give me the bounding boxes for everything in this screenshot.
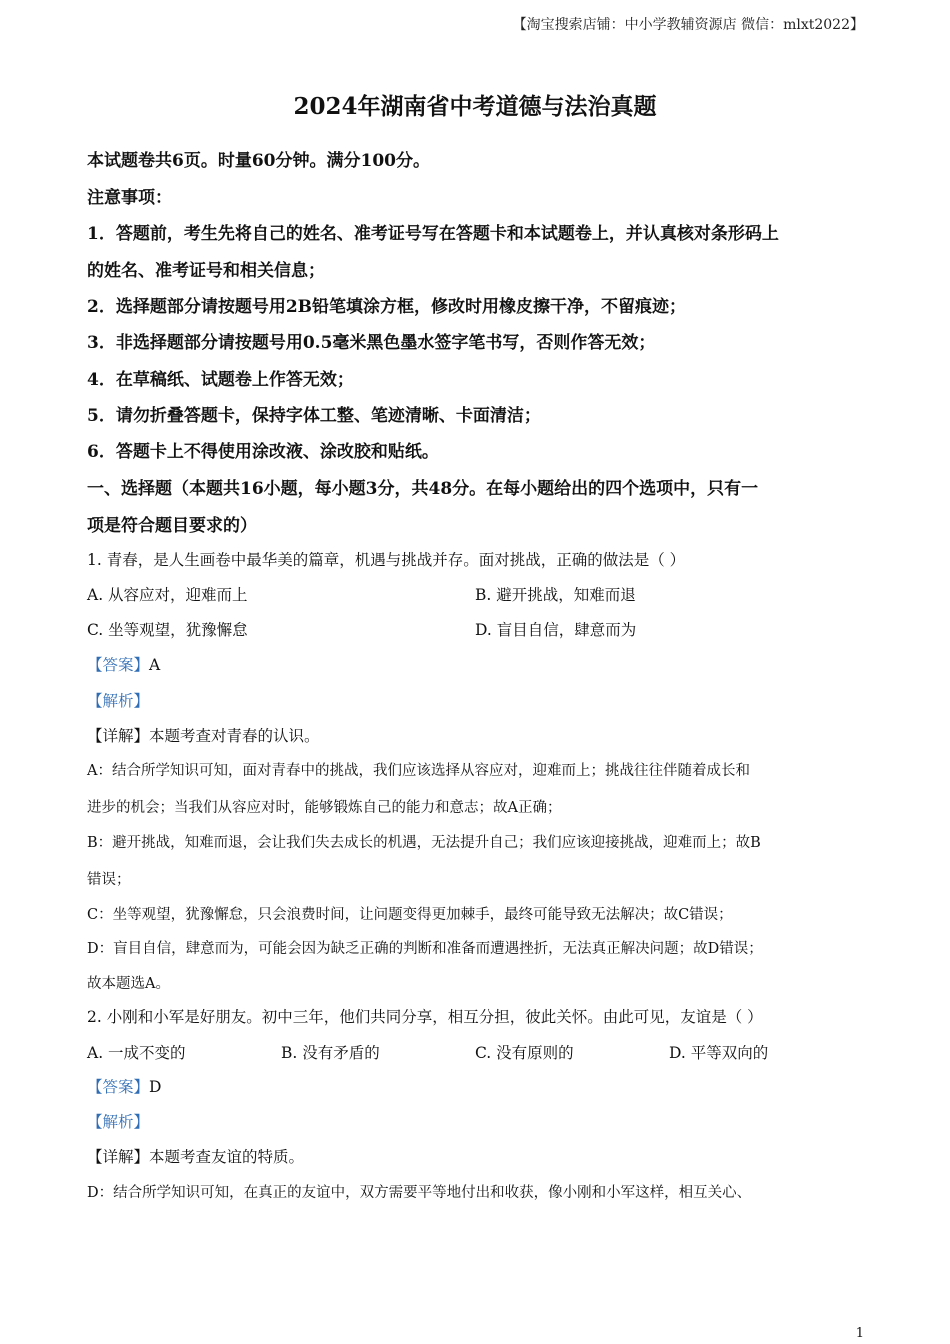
q1-detail bbox=[87, 724, 320, 746]
q2-option-a: A. 一成不变的 bbox=[87, 1044, 186, 1062]
q1-explanation-line: 错误； bbox=[87, 872, 131, 888]
q1-option-c: C. 坐等观望，犹豫懈怠 bbox=[87, 621, 248, 639]
q1-explanation-line: C：坐等观望，犹豫懈怠，只会浪费时间，让问题变得更加棘手，最终可能导致无法解决；故C错误； bbox=[87, 907, 733, 923]
notice-line: 6．答题卡上不得使用涂改液、涂改胶和贴纸。 bbox=[87, 442, 439, 462]
q2-option-d: D. 平等双向的 bbox=[669, 1044, 769, 1062]
notice-line: 4．在草稿纸、试题卷上作答无效； bbox=[87, 370, 354, 390]
q2-option-b: B. 没有矛盾的 bbox=[281, 1044, 380, 1062]
q2-detail bbox=[87, 1145, 304, 1167]
question-1-stem: 1. 青春，是人生画卷中最华美的篇章，机遇与挑战并存。面对挑战，正确的做法是（ ） bbox=[87, 551, 686, 569]
q1-explanation-line: A：结合所学知识可知，面对青春中的挑战，我们应该选择从容应对，迎难而上；挑战往往伴随着成长和 bbox=[87, 763, 750, 779]
section-title: 一、选择题（本题共16小题，每小题3分，共48分。在每小题给出的四个选项中，只有一 bbox=[87, 479, 759, 499]
notice-title: 注意事项： bbox=[87, 188, 172, 208]
question-2-stem: 2. 小刚和小军是好朋友。初中三年，他们共同分享，相互分担，彼此关怀。由此可见，友谊是（ ） bbox=[87, 1008, 763, 1026]
detail-text: 本题考查友谊的特质。 bbox=[149, 1148, 305, 1166]
answer-value: D bbox=[149, 1078, 162, 1096]
answer-value: A bbox=[149, 656, 161, 674]
detail-text: 本题考查对青春的认识。 bbox=[149, 727, 320, 745]
notice-line: 5．请勿折叠答题卡，保持字体工整、笔迹清晰、卡面清洁； bbox=[87, 406, 541, 426]
notice-line: 的姓名、准考证号和相关信息； bbox=[87, 261, 325, 281]
answer-tag: 【答案】 bbox=[87, 656, 150, 674]
answer-tag: 【答案】 bbox=[87, 1078, 150, 1096]
q2-option-c: C. 没有原则的 bbox=[475, 1044, 574, 1062]
notice-line: 2．选择题部分请按题号用2B铅笔填涂方框，修改时用橡皮擦干净，不留痕迹； bbox=[87, 297, 687, 317]
q1-explanation-line: 故本题选A。 bbox=[87, 976, 170, 992]
section-title: 项是符合题目要求的） bbox=[87, 516, 257, 536]
q1-option-d: D. 盲目自信，肆意而为 bbox=[475, 621, 637, 639]
q1-explanation-line: B：避开挑战，知难而退，会让我们失去成长的机遇，无法提升自己；我们应该迎接挑战，迎难而上；故B bbox=[87, 835, 761, 851]
q1-option-a: A. 从容应对，迎难而上 bbox=[87, 586, 248, 604]
q2-analysis-tag: 【解析】 bbox=[87, 1113, 150, 1131]
notice-line: 1．答题前，考生先将自己的姓名、准考证号写在答题卡和本试题卷上，并认真核对条形码上 bbox=[87, 224, 779, 244]
q1-analysis-tag: 【解析】 bbox=[87, 692, 150, 710]
header-note: 【淘宝搜索店铺：中小学教辅资源店 微信：mlxt2022】 bbox=[512, 17, 864, 33]
q2-explanation-line: D：结合所学知识可知，在真正的友谊中，双方需要平等地付出和收获，像小刚和小军这样，相互关心、 bbox=[87, 1185, 752, 1201]
detail-tag: 【详解】 bbox=[87, 1148, 150, 1166]
notice-line: 3．非选择题部分请按题号用0.5毫米黑色墨水签字笔书写，否则作答无效； bbox=[87, 333, 656, 353]
detail-tag: 【详解】 bbox=[87, 727, 150, 745]
page-title: 2024年湖南省中考道德与法治真题 bbox=[293, 93, 657, 120]
q1-option-b: B. 避开挑战，知难而退 bbox=[475, 586, 636, 604]
page-number: 1 bbox=[855, 1326, 864, 1341]
q1-explanation-line: D：盲目自信，肆意而为，可能会因为缺乏正确的判断和准备而遭遇挫折，无法真正解决问题；故D错误； bbox=[87, 941, 763, 957]
q2-answer bbox=[87, 1075, 161, 1097]
q1-explanation-line: 进步的机会；当我们从容应对时，能够锻炼自己的能力和意志；故A正确； bbox=[87, 800, 562, 816]
exam-intro: 本试题卷共6页。时量60分钟。满分100分。 bbox=[87, 151, 430, 171]
q1-answer bbox=[87, 653, 160, 675]
